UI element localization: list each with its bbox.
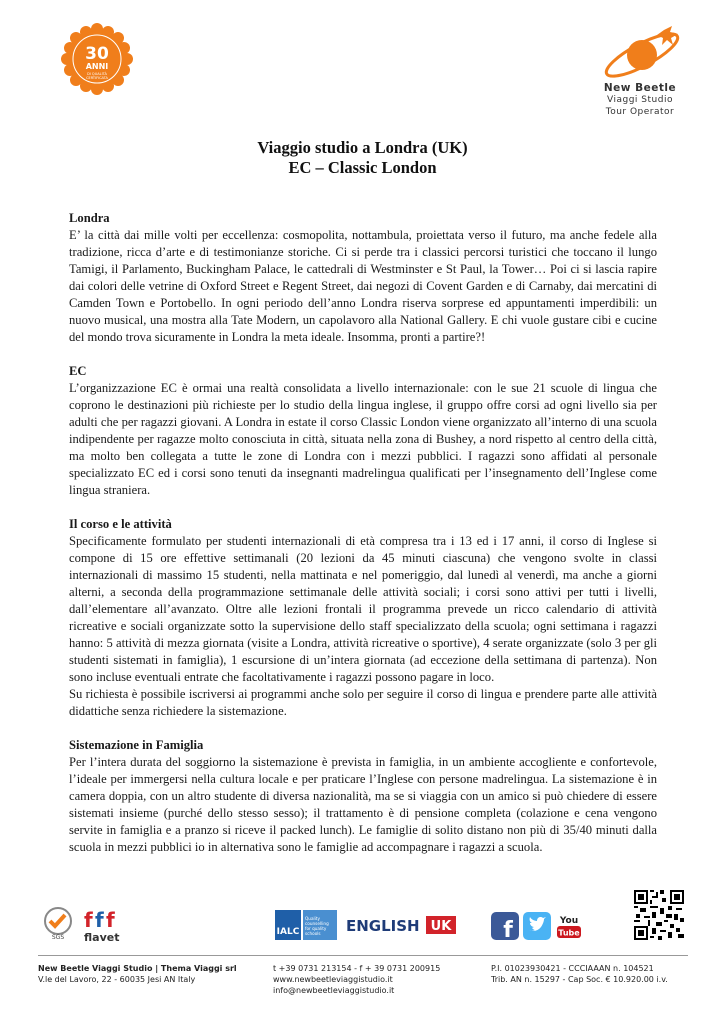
section-heading: Londra <box>69 211 110 225</box>
svg-text:SGS: SGS <box>51 934 65 941</box>
svg-text:f: f <box>503 918 513 940</box>
badge-seal-icon <box>60 22 134 96</box>
title-line-1: Viaggio studio a Londra (UK) <box>257 138 468 157</box>
section-londra <box>69 210 657 346</box>
badge-word: ANNI <box>85 62 109 71</box>
footer-contacts <box>273 963 440 996</box>
ialc-icon <box>275 910 337 940</box>
footer-divider <box>38 955 688 956</box>
section-text-2: Su richiesta è possibile iscriversi ai programmi anche solo per seguire il corso di lingua e prendere parte alle attività didattiche senza richiedere la sistemazione. <box>69 687 657 718</box>
section-ec <box>69 363 657 499</box>
beetle-planet-icon <box>590 22 690 82</box>
english-uk-icon <box>346 914 464 936</box>
title-line-2: EC – Classic London <box>288 158 437 177</box>
flavet-icon <box>82 905 128 945</box>
svg-text:f: f <box>106 908 115 932</box>
svg-text:f: f <box>84 908 93 932</box>
section-text: Per l’intera durata del soggiorno la sistemazione è prevista in famiglia, in un ambiente accogliente e confortevole, l’ideale per immergersi nella cultura locale e per praticare l’Inglese con persone madrelingua. La sistemazione è in camera doppia, con un altro studente di diversa nazionalità, ma se si viaggia con un amico si può chiedere di essere sistemati insieme (purché dello stesso sesso); il trattamento è di pensione completa (colazione e cena vengono servite in famiglia e a pranzo si riceve il packed lunch). Le famiglie di solito distano non più di 35/40 minuti dalla scuola in mezzi pubblici io in alternativa sono le famiglie ad accompagnare i ragazzi a scuola. <box>69 755 657 854</box>
svg-text:Tube: Tube <box>558 928 580 938</box>
sgs-certification-logo <box>40 905 76 941</box>
section-heading: Il corso e le attività <box>69 517 172 531</box>
svg-text:ENGLISH: ENGLISH <box>346 917 420 935</box>
facebook-icon[interactable] <box>491 912 519 940</box>
section-corso-attivita <box>69 516 657 720</box>
footer-piva: P.I. 01023930421 - CCCIAAAN n. 104521 <box>491 964 654 973</box>
flavet-logo <box>82 905 128 945</box>
footer-phone: t +39 0731 213154 - f + 39 0731 200915 <box>273 964 441 973</box>
logo-line-1: New Beetle <box>603 82 677 94</box>
svg-text:schools: schools <box>305 931 321 936</box>
logo-line-3: Tour Operator <box>605 107 675 117</box>
footer-website-link[interactable]: www.newbeetleviaggistudio.it <box>273 975 393 984</box>
document-body <box>69 210 657 873</box>
section-heading: EC <box>69 364 87 378</box>
sgs-seal-icon <box>40 905 76 941</box>
twitter-icon[interactable] <box>523 912 551 940</box>
footer-company-name: New Beetle Viaggi Studio | Thema Viaggi srl <box>38 964 237 973</box>
section-sistemazione <box>69 737 657 856</box>
svg-text:for quality: for quality <box>305 926 327 931</box>
svg-text:Quality: Quality <box>305 916 320 921</box>
svg-text:flavet: flavet <box>84 931 120 944</box>
ialc-logo <box>275 910 337 940</box>
svg-text:counselling: counselling <box>305 921 329 926</box>
qr-code-icon <box>634 890 684 940</box>
footer-legal <box>491 963 668 985</box>
section-text: Specificamente formulato per studenti internazionali di età compresa tra i 13 ed i 17 anni, il corso di Inglese si compone di 15 ore effettive settimanali (20 lezioni da 45 minuti ciascuna) che vengono svolte in classi internazionali di massimo 15 studenti, nella mattinata e nel pomeriggio, dal lunedì al venerdì, ma anche a giorni alterni, a seconda della programmazione settimanale delle attività sociali; i corsi sono attivi per tutti i livelli, dall’elementare all’avanzato. Oltre alle lezioni frontali il programma prevede un ricco calendario di attività ricreative e sociali organizzate sotto la supervisione dello staff specializzato della scuola; ogni settimana i ragazzi hanno: 5 attività di mezza giornata (visite a Londra, attività ricreative o sportive), 4 serate organizzate (solo 3 per gli studenti sistemati in famiglia), 1 escursione di un’intera giornata (ad eccezione della settimana di partenza). Non sono incluse eventuali entrate che facoltativamente i ragazzi possono pagare in loco. <box>69 534 657 684</box>
footer-company <box>38 963 237 985</box>
footer-email-link[interactable]: info@newbeetleviaggistudio.it <box>273 986 395 995</box>
svg-text:You: You <box>559 916 579 926</box>
quality-badge <box>60 22 134 96</box>
svg-text:IALC: IALC <box>276 927 300 937</box>
logo-line-2: Viaggi Studio <box>607 95 673 105</box>
svg-text:UK: UK <box>430 919 452 934</box>
badge-small-1: DI QUALITÀ <box>87 72 107 76</box>
badge-small-2: CERTIFICATA <box>86 76 108 80</box>
svg-text:f: f <box>95 908 104 932</box>
footer-trib: Trib. AN n. 15297 - Cap Soc. € 10.920.00 i.v. <box>491 975 668 984</box>
section-heading: Sistemazione in Famiglia <box>69 738 204 752</box>
brand-logo <box>590 22 690 122</box>
section-text: L’organizzazione EC è ormai una realtà consolidata a livello internazionale: con le sue 21 scuole di lingua che coprono le destinazioni più richieste per lo studio della lingua inglese, il gruppo offre corsi ad ogni livello sia per adulti che per ragazzi giovani. A Londra in estate il corso Classic London viene organizzato all’interno di una scuola indipendente per ragazze molto conosciuta in città, situata nella zona di Bushey, a nord rispetto al centro della città, ma molto ben collegata a tutte le zone di Londra con i mezzi pubblici. I ragazzi sono affidati al personale specializzato EC ed i corsi sono tenuti da insegnanti madrelingua qualificati per l’insegnamento dell’Inglese come lingua straniera. <box>69 381 657 497</box>
page-title <box>0 138 725 178</box>
section-text: E’ la città dai mille volti per eccellenza: cosmopolita, nottambula, proiettata verso il futuro, ma anche fedele alla tradizione, ricca d’arte e di testimonianze storiche. Ci si perde tra i classici percorsi turistici che toccano il lungo Tamigi, il Parlamento, Buckingham Palace, le cattedrali di Westminster e St Paul, la Tower… Poi ci si lascia rapire dai colori delle vetrine di Oxford Street e Regent Street, dai negozi di Covent Garden e di Carnaby, dai mercatini di Camden Town e Portobello. In ogni periodo dell’anno Londra riserva sorprese ed appuntamenti imperdibili: un nuovo musical, una mostra alla Tate Modern, un capolavoro alla National Gallery. E chi vuole gustare cibi e cucine del mondo trova sicuramente in Londra la meta ideale. Insomma, pronti a partire?! <box>69 228 657 344</box>
english-uk-logo <box>346 914 464 936</box>
badge-number: 30 <box>85 44 109 64</box>
youtube-icon[interactable] <box>555 912 583 940</box>
footer-address: V.le del Lavoro, 22 - 60035 Jesi AN Italy <box>38 975 196 984</box>
